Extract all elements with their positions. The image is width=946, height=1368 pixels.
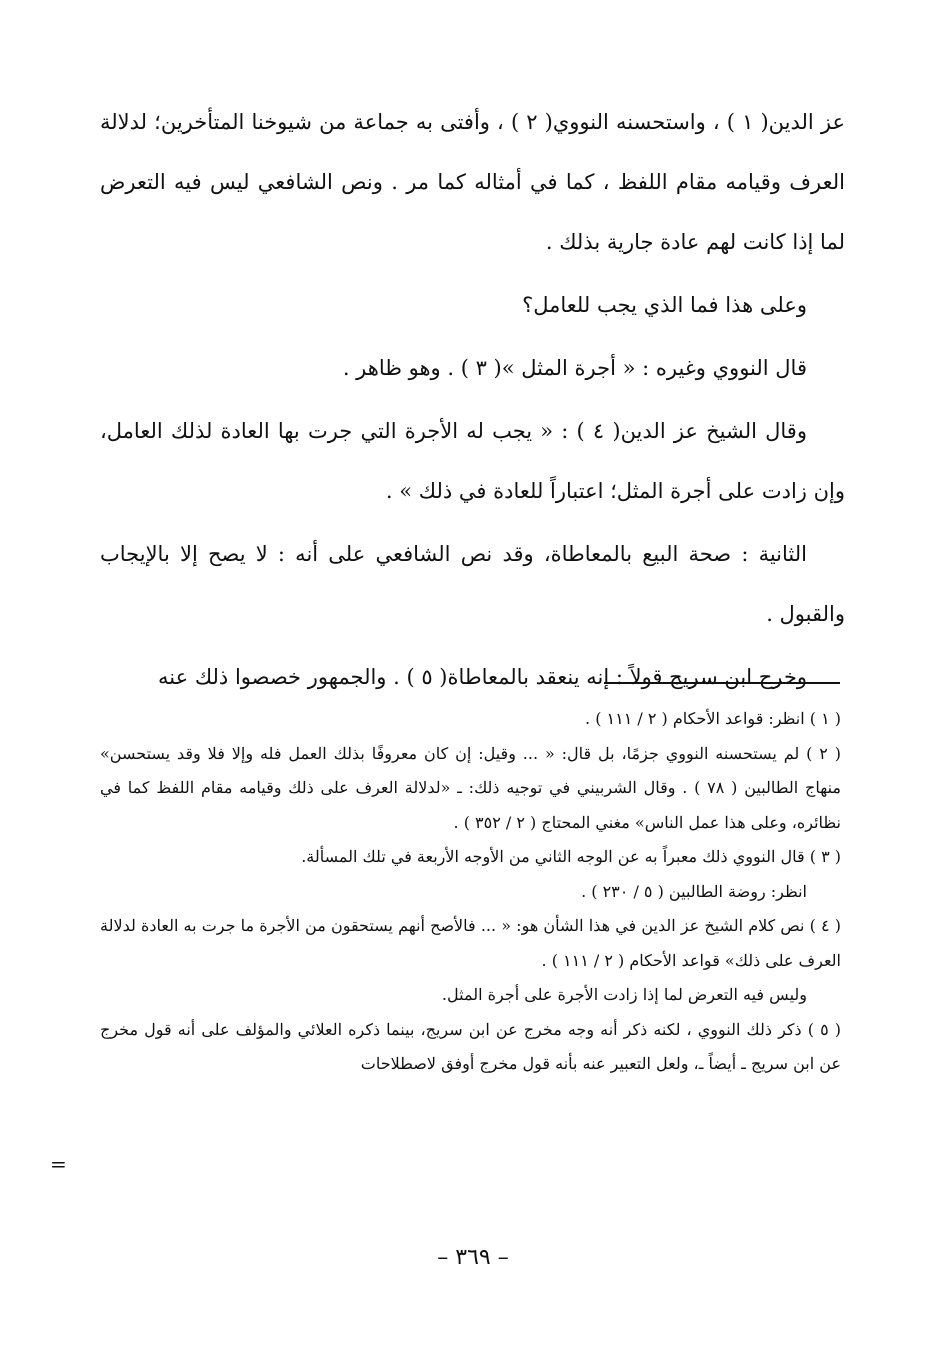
paragraph-5: الثانية : صحة البيع بالمعاطاة، وقد نص الشافعي على أنه : لا يصح إلا بالإيجاب والقبول . (100, 542, 845, 626)
footnote-4-remark: وليس فيه التعرض لما إذا زادت الأجرة على أجرة المثل. (441, 985, 807, 1004)
paragraph-3: قال النووي وغيره : « أجرة المثل »( ٣ ) . وهو ظاهر . (342, 356, 807, 380)
paragraph-6: وخرج ابن سريج قولاً : إنه ينعقد بالمعاطاة( ٥ ) . والجمهور خصصوا ذلك عنه (158, 665, 807, 689)
footnote-3-reference: انظر: روضة الطالبين ( ٥ / ٢٣٠ ) . (581, 881, 807, 901)
footnote-4: ( ٤ ) نص كلام الشيخ عز الدين في هذا الشأن هو: « ... فالأصح أنهم يستحقون من الأجرة ما جرت به العادة لدلالة العرف على ذلك» قواعد الأحكام ( ٢ / ١١١ ) . (100, 916, 841, 970)
footnotes (100, 702, 841, 1082)
page-number: – ٣٦٩ – (437, 1245, 509, 1270)
footnote-5: ( ٥ ) ذكر ذلك النووي ، لكنه ذكر أنه وجه مخرج عن ابن سريج، بينما ذكره العلائي والمؤلف على أنه قول مخرج عن ابن سريج ـ أيضاً ـ، ولعل التعبير عنه بأنه قول مخرج أوفق لاصطلاحات (100, 1019, 842, 1073)
main-text (100, 92, 845, 707)
footnote-2: ( ٢ ) لم يستحسنه النووي جزمًا، بل قال: « ... وقيل: إن كان معروفًا بذلك العمل فله وإلا فلا وقد يستحسن» منهاج الطالبين ( ٧٨ ) . وقال الشربيني في توجيه ذلك: ـ «لدلالة العرف على ذلك وقيامه مقام اللفظ كما في نظائره، وعلى هذا عمل الناس» مغني المحتاج ( ٢ / ٣٥٢ ) . (100, 743, 842, 832)
footnote-1: ( ١ ) انظر: قواعد الأحكام ( ٢ / ١١١ ) . (585, 709, 841, 728)
paragraph-4: وقال الشيخ عز الدين( ٤ ) : « يجب له الأجرة التي جرت بها العادة لذلك العامل، وإن زادت على أجرة المثل؛ اعتباراً للعادة في ذلك » . (100, 419, 845, 503)
paragraph-2: وعلى هذا فما الذي يجب للعامل؟ (522, 293, 807, 317)
paragraph-1: عز الدين( ١ ) ، واستحسنه النووي( ٢ ) ، وأفتى به جماعة من شيوخنا المتأخرين؛ لدلالة العرف وقيامه مقام اللفظ ، كما في أمثاله كما مر . ونص الشافعي ليس فيه التعرض لما إذا كانت لهم عادة جارية بذلك . (100, 110, 846, 254)
footnote-separator (604, 682, 840, 684)
footnote-3: ( ٣ ) قال النووي ذلك معبراً به عن الوجه الثاني من الأوجه الأربعة في تلك المسألة. (301, 847, 841, 866)
continuation-mark: = (50, 1152, 67, 1176)
